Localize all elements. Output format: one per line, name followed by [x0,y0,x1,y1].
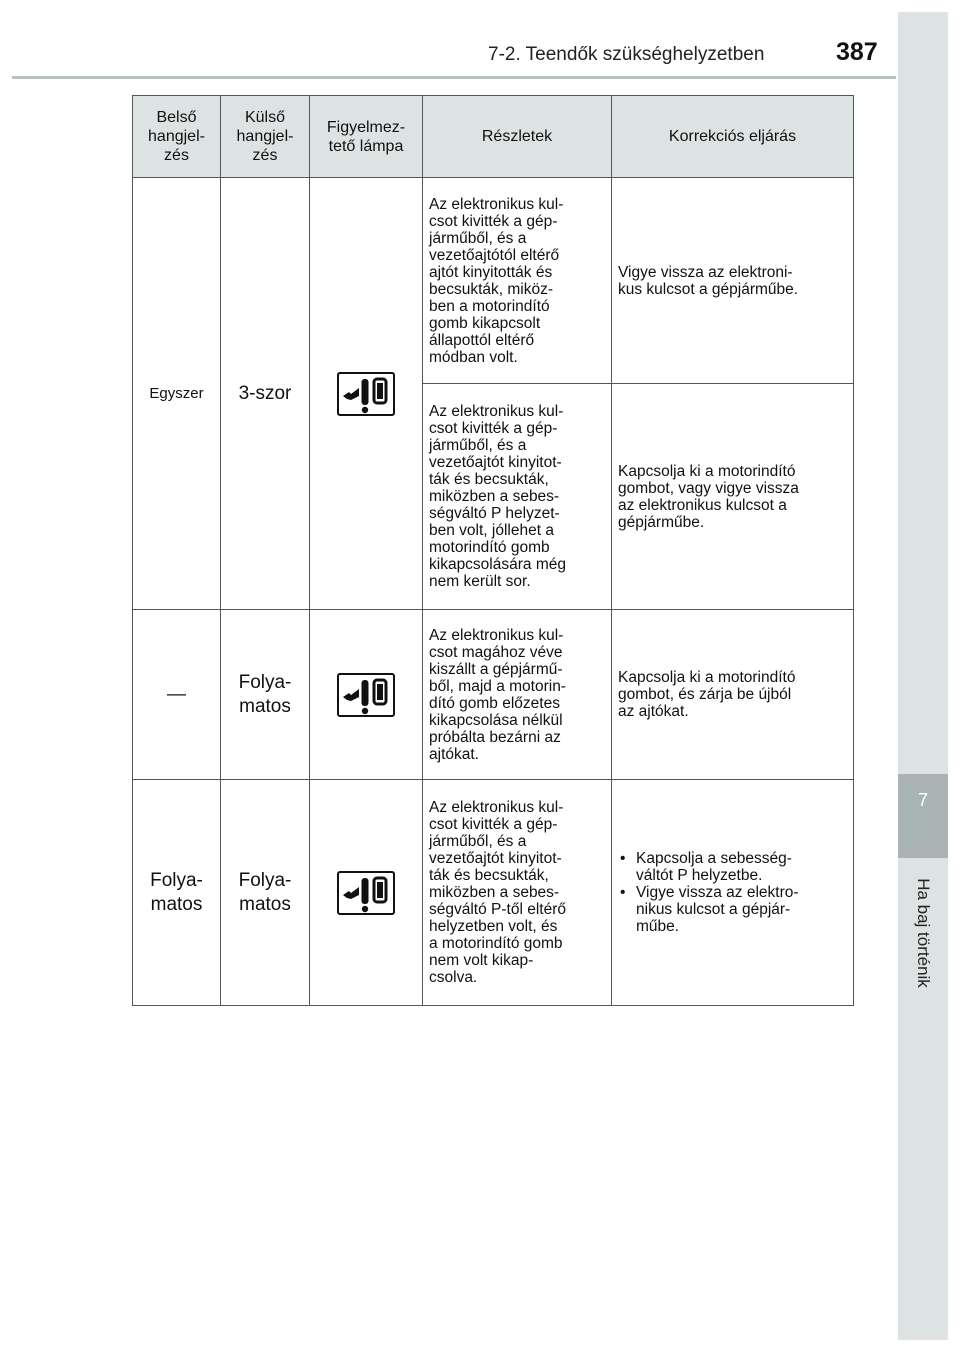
details-cell: Az elektronikus kul- csot kivitték a gép- járműből, és a vezetőajtót kinyitot- ták és becsukták, miközben a sebes- ségváltó P-től eltérő helyzetben volt, és a motorindító gomb nem volt kikap- csolva. [423,780,612,1006]
page-number: 387 [836,38,878,66]
list-item: • Kapcsolja a sebesség- váltót P helyzetbe. [618,850,845,884]
section-title: 7-2. Teendők szükséghelyzetben [488,44,765,65]
correction-cell: Kapcsolja ki a motorindító gombot, vagy vigye vissza az elektronikus kulcsot a gépjárműbe. [612,384,854,610]
warning-table [132,95,854,1006]
chapter-label-text: Ha baj történik [914,878,933,988]
header-rule [12,76,896,79]
side-tab-chapter-number: 7 [917,790,928,810]
correction-cell: Vigye vissza az elektroni- kus kulcsot a gépjárműbe. [612,178,854,384]
internal-buzzer-cell: Egyszer [133,178,221,610]
header-correction: Korrekciós eljárás [612,96,854,178]
internal-buzzer-cell: — [133,610,221,780]
correction-cell [612,780,854,1006]
table-header-row [133,96,854,178]
warning-light-cell [310,780,423,1006]
warning-light-cell [310,178,423,610]
header-internal-buzzer: Belső hangjel- zés [133,96,221,178]
details-cell: Az elektronikus kul- csot magához véve kiszállt a gépjármű- ből, majd a motorin- dító gomb előzetes kikapcsolása nélkül próbálta bezárni az ajtókat. [423,610,612,780]
side-tab-chapter-marker [898,774,948,858]
seatbelt-warning-icon [337,871,395,915]
header-warning-light: Figyelmez- tető lámpa [310,96,423,178]
list-item: • Vigye vissza az elektro- nikus kulcsot a gépjár- műbe. [618,884,845,935]
seatbelt-warning-icon [337,673,395,717]
side-tab-top [898,12,948,774]
correction-cell: Kapcsolja ki a motorindító gombot, és zárja be újból az ajtókat. [612,610,854,780]
details-cell: Az elektronikus kul- csot kivitték a gép- járműből, és a vezetőajtótól eltérő ajtót kinyitották és becsukták, miköz- ben a motorindító gomb kikapcsolt állapottól eltérő módban volt. [423,178,612,384]
correction-bullet-list [618,850,845,935]
header-details: Részletek [423,96,612,178]
warning-light-cell [310,610,423,780]
seatbelt-warning-icon [337,372,395,416]
table-row [133,780,854,1006]
external-buzzer-cell: Folya- matos [221,610,310,780]
external-buzzer-cell: 3-szor [221,178,310,610]
table-row [133,610,854,780]
details-cell: Az elektronikus kul- csot kivitték a gép- járműből, és a vezetőajtót kinyitot- ták és becsukták, miközben a sebes- ségváltó P helyzet- ben volt, jóllehet a motorindító gomb kikapcsolására még nem került sor. [423,384,612,610]
external-buzzer-cell: Folya- matos [221,780,310,1006]
table-row [133,178,854,384]
internal-buzzer-cell: Folya- matos [133,780,221,1006]
header-external-buzzer: Külső hangjel- zés [221,96,310,178]
side-tab-chapter-label [898,858,948,1008]
